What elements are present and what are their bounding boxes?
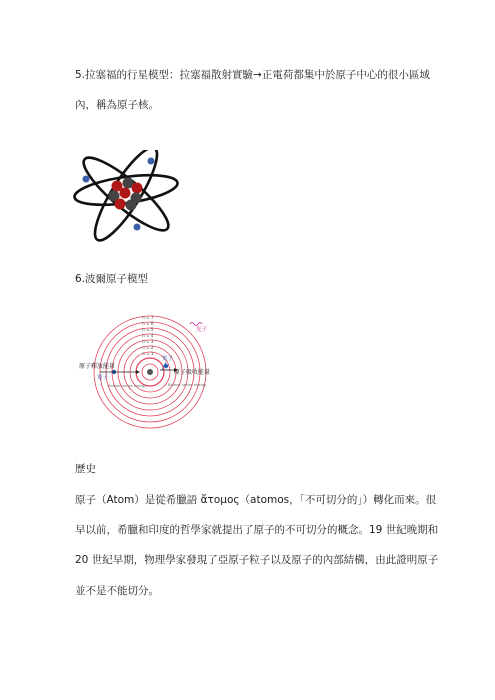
section5-line2: 內，稱為原子核。 [75,99,159,111]
level-label: n = 1 [142,351,154,356]
balmer-label-right: Balmer series energy [168,383,207,387]
photon-label: 光子 [196,327,208,333]
bohr-model-diagram [70,300,250,450]
level-label: n = 5 [142,327,154,332]
section6-heading: 6.波爾原子模型 [75,273,149,285]
history-line: 20 世紀早期，物理學家發現了亞原子粒子以及原子的內部結構，由此證明原子 [75,554,439,566]
nucleus [147,369,153,375]
history-line: 原子（Atom）是從希臘語 ἄτομος（atomos，「不可切分的」）轉化而來。很 [75,494,437,506]
level-label: n = 3 [142,339,154,344]
level-label: n = 6 [142,321,154,326]
history-line: 早以前，希臘和印度的哲學家就提出了原子的不可切分的概念。19 世紀晚期和 [75,524,439,536]
level-label: n = 2 [142,345,154,350]
release-energy-label: 原子釋放能量 [79,363,116,370]
level-label: n = 7 [142,315,154,320]
history-line: 並不是不能切分。 [75,585,159,597]
electron-label-right: 電子 [162,356,174,362]
absorb-energy-label: 原子吸收能量 [174,369,211,376]
rutherford-atom-illustration [70,150,182,250]
section5-line1: 5.拉塞福的行星模型：拉塞福散射實驗→正電荷都集中於原子中心的很小區域 [75,69,430,81]
electron-label-left: 電子 [97,375,109,381]
history-heading: 歷史 [75,463,96,475]
balmer-label-left: Balmer series energy [108,384,147,388]
level-label: n = 4 [142,333,154,338]
